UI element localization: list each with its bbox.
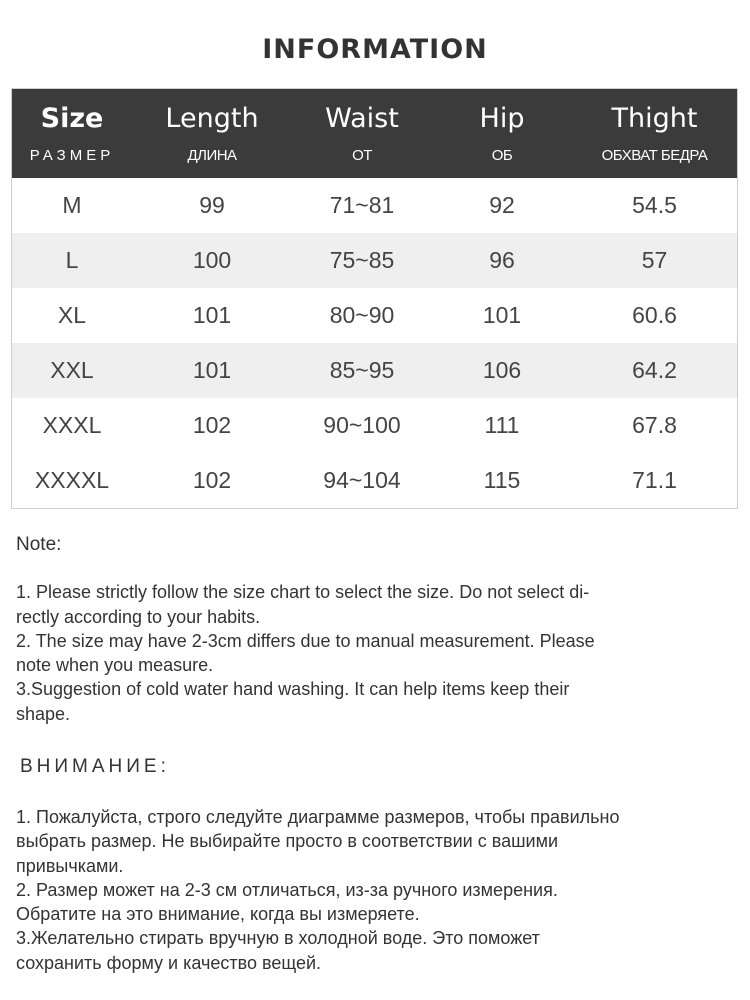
cell-thigh: 54.5: [632, 192, 677, 218]
cell-hip: 92: [489, 192, 515, 218]
cell-hip: 115: [483, 467, 521, 493]
table-row: [12, 233, 737, 288]
cell-length: 99: [199, 192, 225, 218]
note-line: привычками.: [16, 855, 124, 876]
cell-waist: 85~95: [329, 357, 395, 383]
cell-length: 101: [192, 302, 232, 328]
header-thigh-en: Thight: [611, 103, 698, 134]
note-line: 2. Размер может на 2-3 см отличаться, из-за ручного измерения.: [16, 879, 558, 900]
header-length-ru: ДЛИНА: [187, 147, 237, 164]
note-line: 3.Желательно стирать вручную в холодной воде. Это поможет: [16, 928, 540, 949]
note-line: выбрать размер. Не выбирайте просто в соответствии с вашими: [16, 831, 559, 852]
cell-hip: 106: [482, 357, 522, 383]
table-row: [12, 288, 737, 343]
note-line: shape.: [16, 703, 71, 724]
cell-thigh: 71.1: [632, 467, 677, 493]
cell-size: L: [65, 247, 79, 273]
cell-waist: 80~90: [329, 302, 395, 328]
cell-size: XXL: [50, 357, 94, 383]
note-line: 2. The size may have 2-3cm differs due to manual measurement. Please: [16, 630, 595, 651]
header-size: [12, 89, 132, 178]
cell-length: 101: [192, 357, 232, 383]
header-hip-en: Hip: [479, 103, 525, 134]
cell-length: 100: [192, 247, 232, 273]
note-heading-ru: ВНИМАНИЕ:: [20, 756, 170, 777]
note-line: 1. Пожалуйста, строго следуйте диаграмме размеров, чтобы правильно: [16, 807, 620, 827]
header-waist-en: Waist: [325, 103, 399, 134]
cell-size: M: [62, 192, 82, 218]
cell-waist: 71~81: [329, 192, 395, 218]
cell-length: 102: [192, 412, 232, 438]
header-waist-ru: ОТ: [352, 147, 372, 164]
header-hip: [432, 89, 572, 178]
note-section-ru: [20, 755, 730, 779]
header-length: [132, 89, 292, 178]
note-heading-en: Note:: [16, 534, 62, 555]
header-thigh-ru: ОБХВАТ БЕДРА: [601, 147, 708, 164]
table-row: [12, 398, 737, 453]
note-line: сохранить форму и качество вещей.: [16, 952, 322, 973]
note-section-en: [16, 533, 726, 726]
note-line: Обратите на это внимание, когда вы измеряете.: [16, 904, 420, 925]
note-body-ru: [16, 805, 726, 975]
cell-size: XXXL: [42, 412, 102, 438]
cell-thigh: 57: [641, 247, 668, 273]
note-line: rectly according to your habits.: [16, 606, 261, 627]
header-size-en: Size: [40, 103, 104, 134]
cell-waist: 94~104: [323, 467, 401, 493]
cell-waist: 75~85: [329, 247, 395, 273]
header-size-ru: РАЗМЕР: [29, 147, 115, 164]
cell-thigh: 67.8: [632, 412, 677, 438]
header-length-en: Length: [165, 103, 259, 134]
cell-size: XXXXL: [34, 467, 110, 493]
cell-size: XL: [57, 302, 87, 328]
table-row: [12, 178, 737, 233]
cell-thigh: 64.2: [632, 357, 677, 383]
table-row: [12, 343, 737, 398]
note-line: 1. Please strictly follow the size chart to select the size. Do not select di-: [16, 582, 590, 603]
header-waist: [292, 89, 432, 178]
note-line: note when you measure.: [16, 655, 214, 676]
note-line: 3.Suggestion of cold water hand washing. It can help items keep their: [16, 679, 570, 700]
cell-hip: 101: [482, 302, 522, 328]
table-header: [12, 89, 737, 178]
cell-thigh: 60.6: [632, 302, 677, 328]
cell-length: 102: [192, 467, 232, 493]
table-row: [12, 453, 737, 508]
cell-hip: 96: [489, 247, 515, 273]
cell-hip: 111: [484, 412, 520, 438]
size-chart-table: [11, 88, 738, 509]
page-title: INFORMATION: [262, 34, 488, 65]
header-hip-ru: ОБ: [491, 147, 513, 164]
header-thigh: [572, 89, 737, 178]
cell-waist: 90~100: [323, 412, 401, 438]
